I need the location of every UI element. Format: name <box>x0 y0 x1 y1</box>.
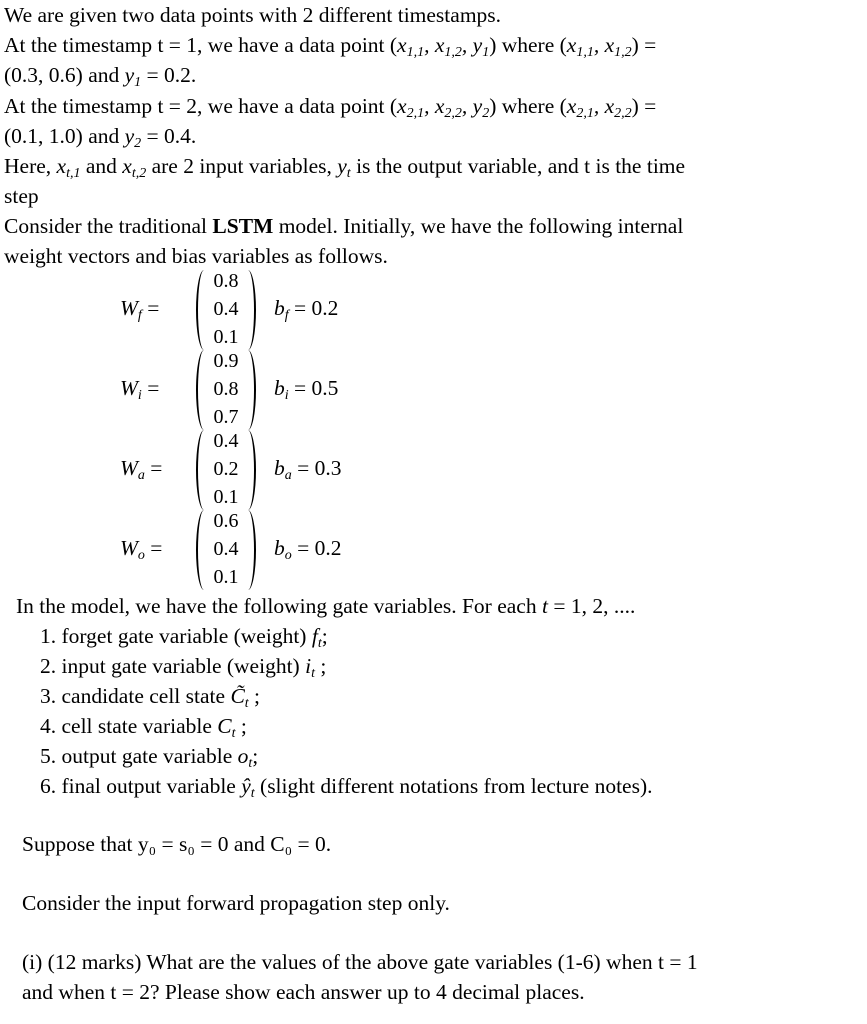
question-line-2: and when t = 2? Please show each answer up to 4 decimal places. <box>22 980 585 1004</box>
intro-line-8: Consider the traditional LSTM model. Initially, we have the following internal <box>4 214 684 238</box>
weight-vector: 0.8 0.4 0.1 <box>196 270 256 350</box>
gate-item-4: 4. cell state variable $C_t$ ; <box>40 714 247 741</box>
gate-item-2: 2. input gate variable (weight) $i_t$ ; <box>40 654 327 681</box>
weight-label: $W_i$ = <box>120 376 160 403</box>
gate-item-3: 3. candidate cell state $C̃_t$ ; <box>40 684 261 711</box>
intro-line-2: At the timestamp t = 1, we have a data point ($x_{1,1}$, $x_{1,2}$, $y_1$) where ($x_{1,1}$, $x_{1,2}$) = <box>4 33 657 60</box>
bias-label: $b_o = 0.2$ <box>274 536 342 563</box>
suppose-line: Suppose that y₀ = s₀ = 0 and C₀ = 0. <box>22 832 332 856</box>
bias-label: $b_f = 0.2$ <box>274 296 339 323</box>
intro-line-6: Here, $x_{t,1}$ and $x_{t,2}$ are 2 input variables, $y_t$ is the output variable, and t is the time <box>4 154 686 181</box>
consider-line: Consider the input forward propagation step only. <box>22 891 450 915</box>
intro-line-1: We are given two data points with 2 different timestamps. <box>4 3 502 27</box>
weight-label: $W_f$ = <box>120 296 160 323</box>
weight-label: $W_a$ = <box>120 456 163 483</box>
gates-intro: In the model, we have the following gate variables. For each t = 1, 2, .... <box>16 594 636 618</box>
intro-line-9: weight vectors and bias variables as follows. <box>4 244 388 268</box>
weight-vector: 0.4 0.2 0.1 <box>196 430 256 510</box>
bias-label: $b_i = 0.5$ <box>274 376 339 403</box>
gate-item-6: 6. final output variable $ŷ_t$ (slight different notations from lecture notes). <box>40 774 653 801</box>
intro-line-4: At the timestamp t = 2, we have a data point ($x_{2,1}$, $x_{2,2}$, $y_2$) where ($x_{2,1}$, $x_{2,2}$) = <box>4 94 657 121</box>
gate-item-1: 1. forget gate variable (weight) $f_t$; <box>40 624 328 651</box>
weight-block-input <box>0 350 500 430</box>
intro-line-5: (0.1, 1.0) and $y_2 = 0.4$. <box>4 124 197 151</box>
gate-item-5: 5. output gate variable $o_t$; <box>40 744 259 771</box>
weight-block-candidate <box>0 430 500 510</box>
bias-label: $b_a = 0.3$ <box>274 456 342 483</box>
intro-line-7: step <box>4 184 39 208</box>
question-line-1: (i) (12 marks) What are the values of the above gate variables (1-6) when t = 1 <box>22 950 698 974</box>
weight-block-forget <box>0 270 500 350</box>
intro-line-3: (0.3, 0.6) and $y_1 = 0.2$. <box>4 63 197 90</box>
weight-label: $W_o$ = <box>120 536 163 563</box>
weight-block-output <box>0 510 500 590</box>
weight-vector: 0.9 0.8 0.7 <box>196 350 256 430</box>
weight-vector: 0.6 0.4 0.1 <box>196 510 256 590</box>
